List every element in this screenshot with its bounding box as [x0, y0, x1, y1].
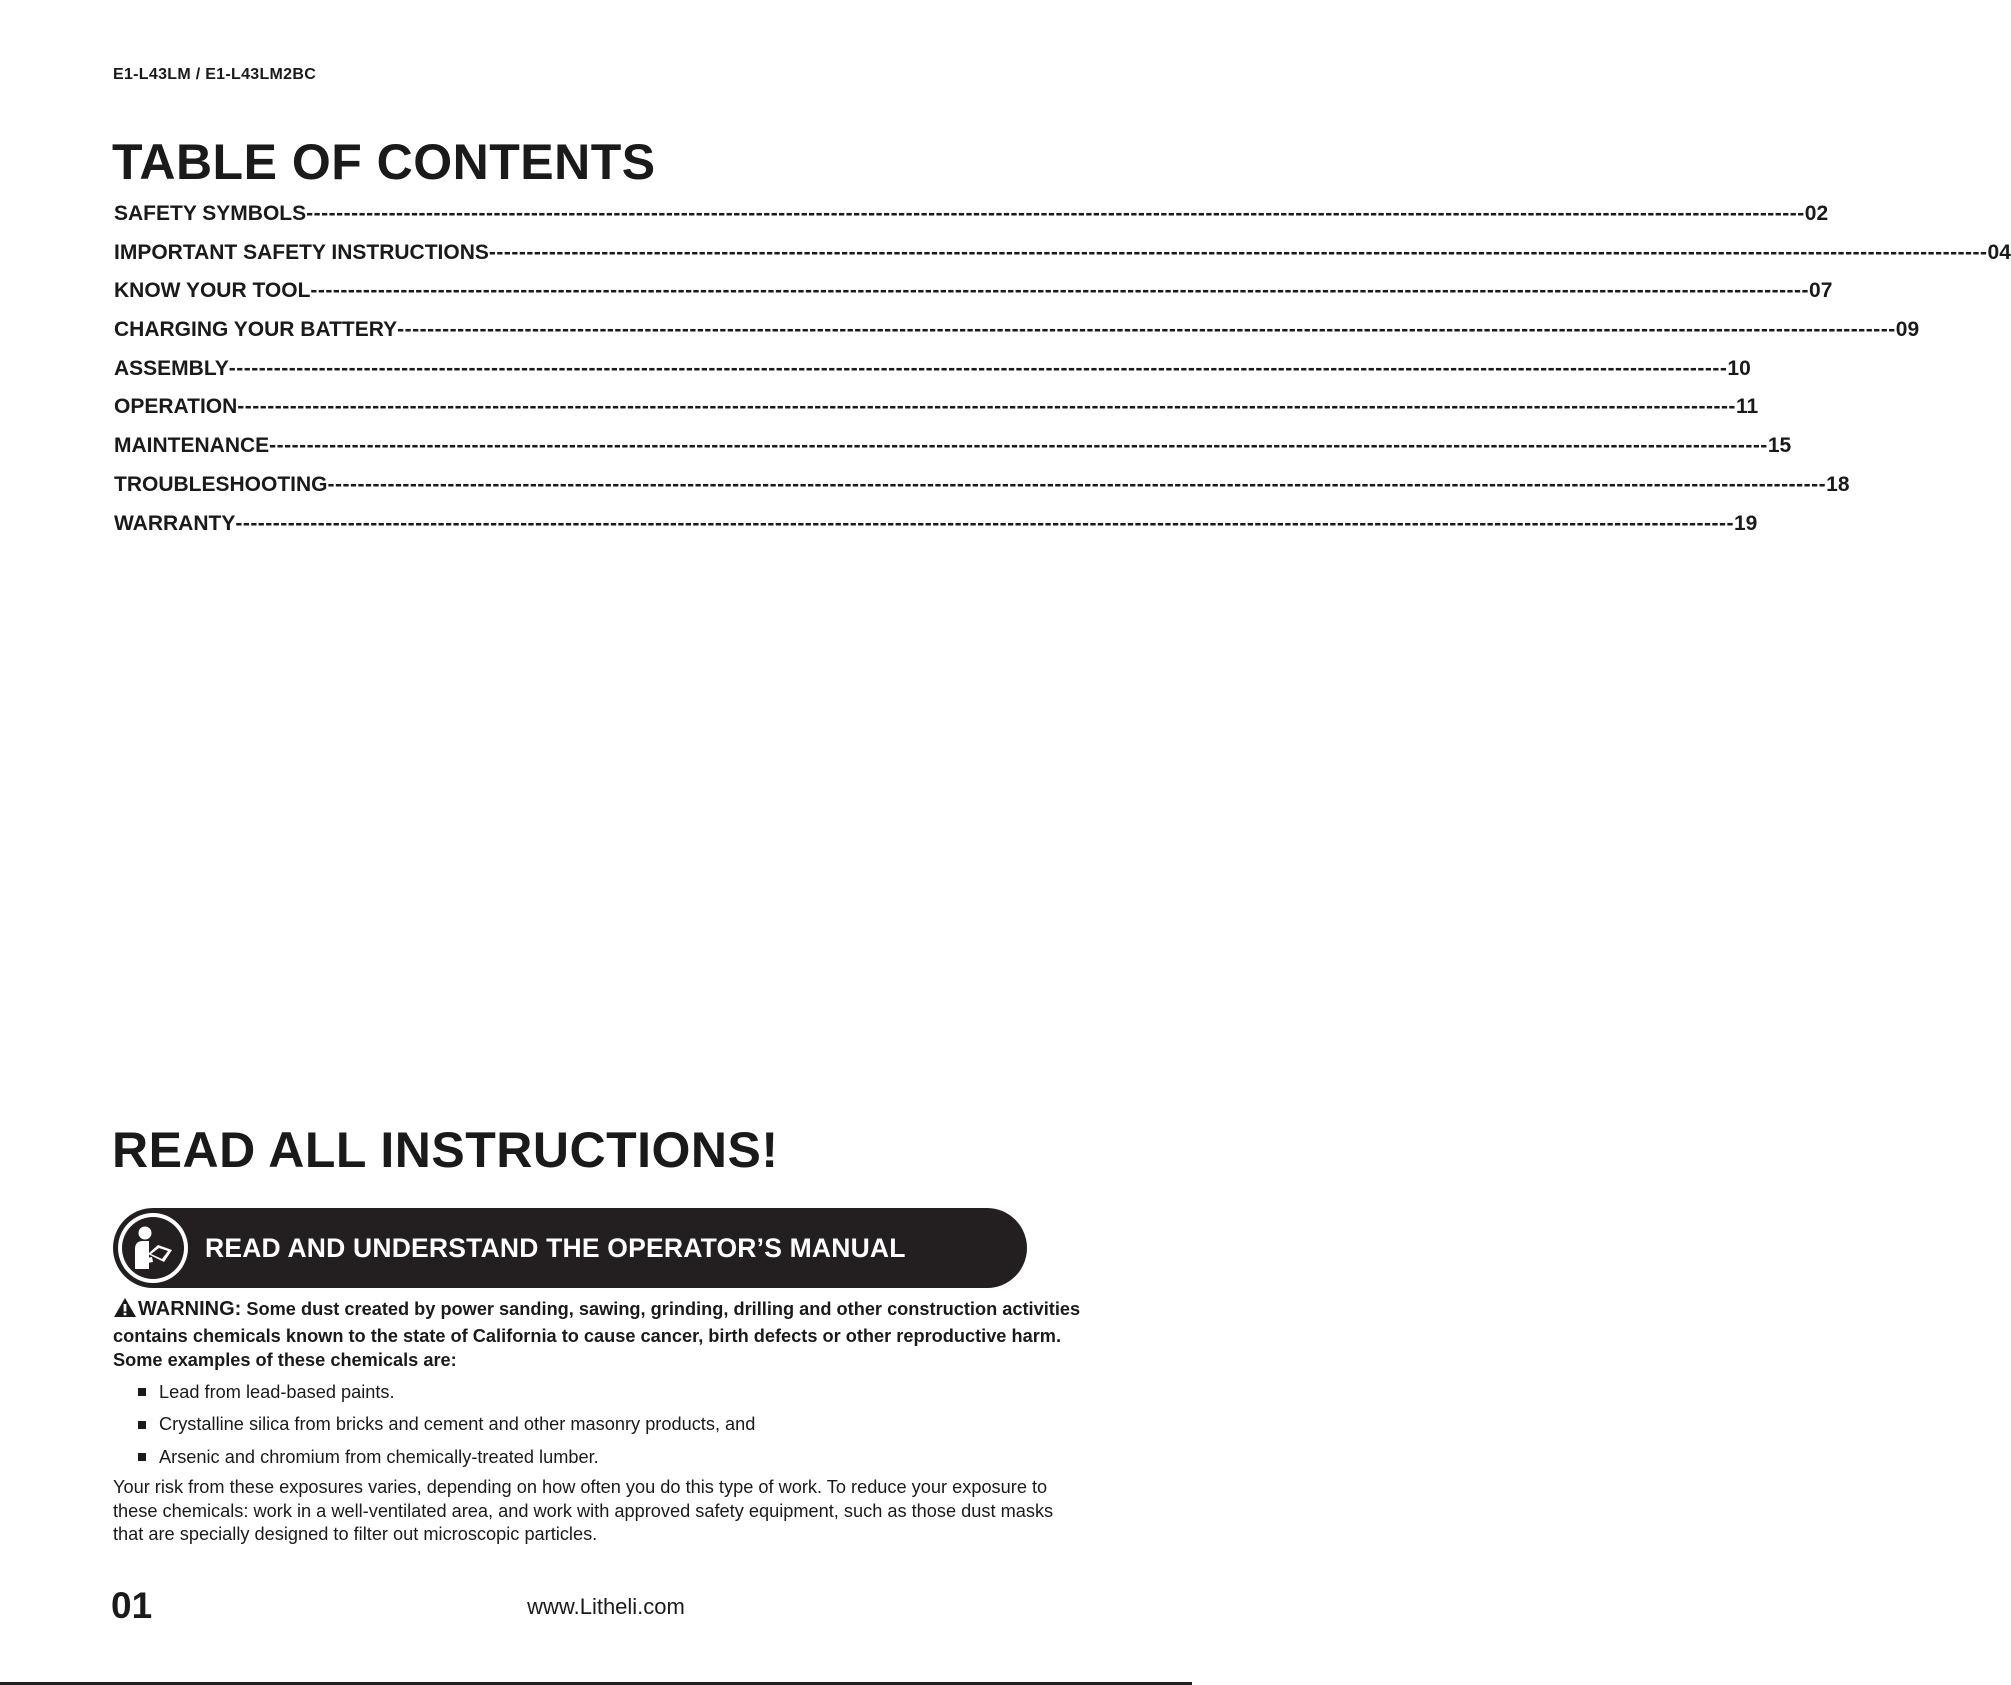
read-all-heading: READ ALL INSTRUCTIONS!	[112, 1122, 779, 1178]
toc-entry-page: 19	[1733, 511, 1758, 535]
toc-entry-page: 15	[1767, 434, 1792, 458]
bullet-square-icon	[138, 1453, 146, 1461]
toc-leader: --------------------------------------------------------------------------------------------------------------------------------------------------------------------------------------------------------	[397, 318, 1896, 342]
bullet-square-icon	[138, 1421, 146, 1429]
toc-entry-page: 02	[1804, 202, 1829, 225]
website-url: www.Litheli.com	[527, 1594, 685, 1619]
toc-leader: --------------------------------------------------------------------------------------------------------------------------------------------------------------------------------------------------------	[488, 240, 1988, 264]
toc-entry-page: 07	[1809, 279, 1833, 303]
list-item-text: Arsenic and chromium from chemically-treated lumber.	[159, 1446, 599, 1467]
toc-entry-page: 11	[1735, 395, 1759, 419]
toc-entry	[114, 202, 1829, 241]
warning-paragraph	[113, 1297, 1093, 1372]
warning-label: WARNING:	[138, 1298, 242, 1320]
toc-entry-label: SAFETY SYMBOLS	[114, 202, 307, 225]
model-number: E1-L43LM / E1-L43LM2BC	[113, 66, 317, 83]
toc-entry-label: MAINTENANCE	[114, 434, 270, 458]
toc-leader: --------------------------------------------------------------------------------------------------------------------------------------------------------------------------------------------------------	[235, 511, 1734, 535]
toc-entry-page: 09	[1895, 318, 1920, 342]
toc-entry-label: KNOW YOUR TOOL	[114, 279, 311, 303]
list-item	[138, 1408, 755, 1440]
toc-leader: --------------------------------------------------------------------------------------------------------------------------------------------------------------------------------------------------------	[228, 356, 1728, 380]
toc-leader: --------------------------------------------------------------------------------------------------------------------------------------------------------------------------------------------------------	[310, 279, 1810, 303]
operator-manual-banner	[113, 1208, 1027, 1288]
banner-text: READ AND UNDERSTAND THE OPERATOR’S MANUAL	[205, 1233, 906, 1263]
read-manual-icon	[118, 1213, 188, 1283]
chemical-list	[138, 1376, 755, 1473]
toc-entry-page: 18	[1826, 472, 1850, 496]
toc-entry	[114, 356, 1751, 396]
toc-entry-page: 10	[1727, 356, 1751, 380]
toc-entry-label: IMPORTANT SAFETY INSTRUCTIONS	[114, 240, 489, 264]
list-item-text: Lead from lead-based paints.	[159, 1382, 395, 1402]
toc-entry-label: TROUBLESHOOTING	[114, 472, 328, 496]
risk-paragraph: Your risk from these exposures varies, depending on how often you do this type of work. To reduce your exposure to these chemicals: work in a well-ventilated area, and work with approved safety equipment, such as those dust masks that are specially designed to filter out microscopic particles.	[113, 1477, 1054, 1544]
toc-leader: --------------------------------------------------------------------------------------------------------------------------------------------------------------------------------------------------------	[306, 202, 1805, 225]
toc-entry	[114, 240, 2011, 280]
toc-entry	[114, 434, 1792, 473]
toc-entry	[114, 395, 1759, 434]
page-number: 01	[111, 1585, 153, 1626]
list-item-text: Crystalline silica from bricks and cement and other masonry products, and	[159, 1414, 756, 1435]
warning-triangle-icon	[113, 1297, 137, 1324]
toc-entry	[114, 318, 1920, 357]
toc-entry-label: OPERATION	[114, 395, 238, 419]
toc-leader: --------------------------------------------------------------------------------------------------------------------------------------------------------------------------------------------------------	[327, 472, 1827, 496]
table-of-contents	[114, 202, 2011, 550]
warning-text: Some dust created by power sanding, sawing, grinding, drilling and other construction activities contains chemicals known to the state of California to cause cancer, birth defects or other reproductive harm. Some examples of these chemicals are:	[113, 1299, 1081, 1370]
bullet-square-icon	[138, 1388, 146, 1396]
toc-entry	[114, 279, 1833, 318]
toc-entry	[114, 472, 1850, 512]
list-item	[138, 1376, 755, 1408]
toc-entry-label: CHARGING YOUR BATTERY	[114, 318, 398, 342]
toc-entry-label: ASSEMBLY	[114, 356, 229, 380]
toc-entry-page: 04	[1987, 240, 2011, 264]
list-item	[138, 1441, 755, 1473]
toc-leader: --------------------------------------------------------------------------------------------------------------------------------------------------------------------------------------------------------	[237, 395, 1736, 419]
toc-leader: --------------------------------------------------------------------------------------------------------------------------------------------------------------------------------------------------------	[269, 434, 1768, 458]
toc-title: TABLE OF CONTENTS	[112, 134, 656, 190]
toc-entry-label: WARRANTY	[114, 511, 236, 535]
toc-entry	[114, 511, 1758, 551]
